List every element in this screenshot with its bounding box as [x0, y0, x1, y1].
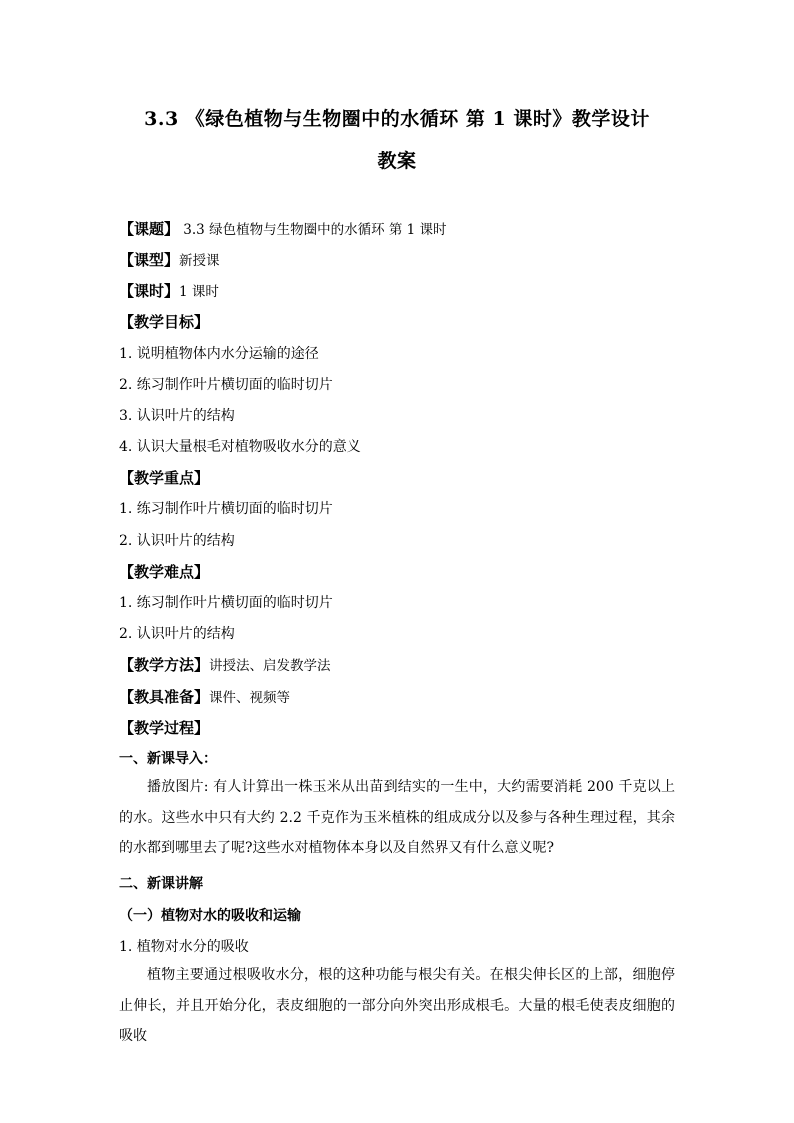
section2-item: 1. 植物对水分的吸收 [119, 939, 249, 955]
section2-paragraph: 植物主要通过根吸收水分，根的这种功能与根尖有关。在根尖伸长区的上部，细胞停止伸长，并且开始分化，表皮细胞的一部分向外突出形成根毛。大量的根毛使表皮细胞的吸收 [119, 967, 675, 1044]
difficulties-heading: 【教学难点】 [119, 563, 210, 581]
hours-row [119, 280, 219, 301]
goal-item: 3. 认识叶片的结构 [119, 408, 235, 424]
hours-label: 【课时】 [119, 282, 180, 300]
section2-heading: 二、新课讲解 [119, 876, 203, 892]
section1-paragraph: 播放图片: 有人计算出一株玉米从出苗到结实的一生中，大约需要消耗 200 千克以上的水。这些水中只有大约 2.2 千克作为玉米植株的组成成分以及参与各种生理过程，其余的水都到哪里去了呢?这些水对植物体本身以及自然界又有什么意义呢? [119, 779, 675, 856]
type-label: 【课型】 [119, 251, 180, 269]
key-point-item: 1. 练习制作叶片横切面的临时切片 [119, 501, 333, 517]
document-title-line2: 教案 [377, 150, 417, 172]
tools-row [119, 686, 290, 707]
key-point-item: 2. 认识叶片的结构 [119, 533, 235, 549]
methods-row [119, 654, 331, 675]
document-title-line1: 3.3 《绿色植物与生物圈中的水循环 第 1 课时》教学设计 [144, 108, 650, 130]
type-value: 新授课 [179, 253, 220, 269]
tools-value: 课件、视频等 [209, 690, 291, 706]
methods-value: 讲授法、启发教学法 [209, 658, 331, 674]
key-points-heading: 【教学重点】 [119, 469, 210, 487]
difficulty-item: 1. 练习制作叶片横切面的临时切片 [119, 595, 333, 611]
difficulty-item: 2. 认识叶片的结构 [119, 626, 235, 642]
methods-label: 【教学方法】 [119, 656, 210, 674]
goals-heading: 【教学目标】 [119, 313, 210, 331]
topic-row [119, 218, 447, 239]
goal-item: 1. 说明植物体内水分运输的途径 [119, 346, 319, 362]
section2-subheading: （一）植物对水的吸收和运输 [119, 908, 301, 924]
section1-heading: 一、新课导入： [119, 751, 217, 767]
topic-label: 【课题】 [119, 220, 180, 238]
tools-label: 【教具准备】 [119, 688, 210, 706]
goal-item: 2. 练习制作叶片横切面的临时切片 [119, 377, 333, 393]
hours-value: 1 课时 [179, 284, 219, 300]
topic-value: 3.3 绿色植物与生物圈中的水循环 第 1 课时 [179, 222, 447, 238]
process-heading: 【教学过程】 [119, 719, 210, 737]
type-row [119, 249, 220, 270]
goal-item: 4. 认识大量根毛对植物吸收水分的意义 [119, 439, 361, 455]
